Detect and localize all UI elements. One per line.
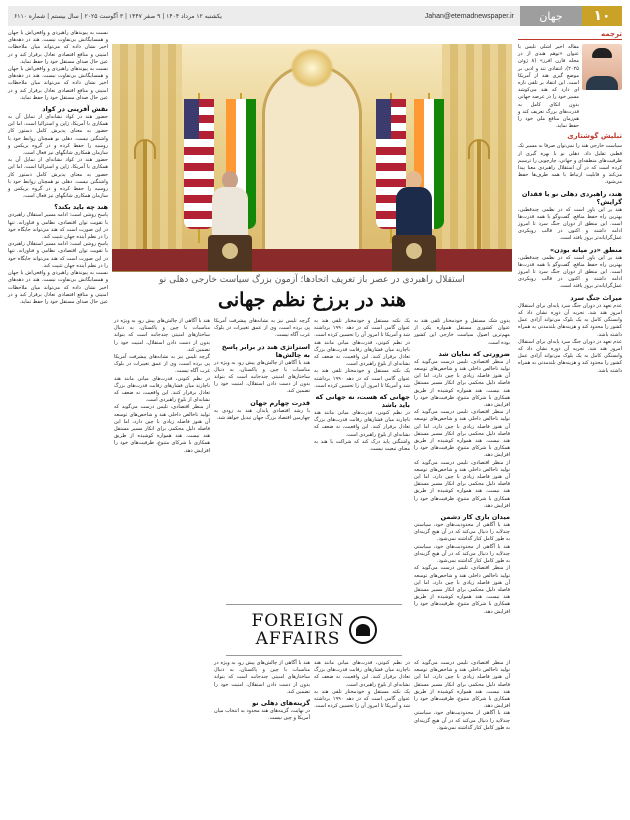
bottom-c-para: هند با آگاهی از چالش‌های پیش رو، به ویژه در مناسبات با چین و پاکستان، به دنبال ساختارهای امنیتی چندجانبه است که بتواند بدون از دست دادن استقلال، امنیت خود را تضمین کند. (214, 660, 310, 695)
c1-para-2c: از منظر اقتصادی، تلیس درست می‌گوید که تولید ناخالص داخلی هند و شاخص‌های توسعه آن هنوز فاصله زیادی با چین دارد، اما این فاصله دلیل محکمی برای انکار مسیر مستقل هند نیست. هند همواره کوشیده از طریق همکاری با شرکای متنوع، ظرفیت‌های خود را افزایش دهد. (414, 459, 510, 509)
c1-para-2: از منظر اقتصادی، تلیس درست می‌گوید که تولید ناخالص داخلی هند و شاخص‌های توسعه آن هنوز فاصله زیادی با چین دارد، اما این فاصله دلیل محکمی برای انکار مسیر مستقل هند نیست. هند همواره کوشیده از طریق همکاری با شرکای متنوع، ظرفیت‌های خود را افزایش دهد. (414, 358, 510, 409)
bottom-body (214, 660, 510, 732)
header-info (8, 6, 520, 26)
c1-para-2b: از منظر اقتصادی، تلیس درست می‌گوید که تولید ناخالص داخلی هند و شاخص‌های توسعه آن هنوز فاصله زیادی با چین دارد، اما این فاصله دلیل محکمی برای انکار مسیر مستقل هند نیست. هند همواره کوشیده از طریق همکاری با شرکای متنوع، ظرفیت‌های خود را افزایش دهد. (414, 409, 510, 459)
intro-text: مقاله اخیر اشلی تلیس با عنوان «توهم هندی از در مجله فارن افرز» (۸ ژوئن ۲۰۲۵)، انتقادی تند و ادبی بر موضع گیری هند از آمریکا است. این انتقاد بر تلقی تازه ای دارد که هند می‌کوشد مسیر خود را در عرصه جهانی بدون اتکای کامل به قدرت‌های بزرگ تعریف کند و هم‌زمان منافع ملی خود را حفظ نماید. (518, 44, 579, 130)
c4-para-3: در نظم کنونی، قدرت‌های میانی مانند هند ناچارند میان فشارهای رقابت قدرت‌های بزرگ تعادل برقرار کنند. این واقعیت، نه ضعف که نشانه‌ای از بلوغ راهبردی است. (114, 375, 210, 404)
speaker-left (210, 171, 250, 241)
left-para-3b: پاسخ روشن است: ادامه مسیر استقلال راهبردی با تقویت توان اقتصادی، نظامی و فناورانه. تنها در این صورت است که هند می‌تواند جایگاه خود را در نظم آینده جهان تثبیت کند. (8, 241, 108, 269)
c2-para-3: واشنگتن باید درک کند که شراکت با هند به معنای تبعیت نیست. (314, 438, 410, 453)
para-cold-war: عدم تعهد در دوران جنگ سرد پایه‌ای برای استقلال امروز هند شد. تجربه آن دوره نشان داد که وابستگی کامل به یک بلوک می‌تواند آزادی عمل کشور را محدود کند و هزینه‌های بلندمدتی به همراه داشته باشد. (518, 302, 622, 338)
speaker-right (394, 171, 434, 241)
author-photo (582, 44, 622, 90)
bottom-c-subhead: گزینه‌های دهلی نو (252, 699, 310, 708)
bottom-col-b (314, 660, 410, 732)
foreign-affairs-logo (226, 604, 402, 656)
para-cold-war-2: عدم تعهد در دوران جنگ سرد پایه‌ای برای استقلال امروز هند شد. تجربه آن دوره نشان داد که وابستگی کامل به یک بلوک می‌تواند آزادی عمل کشور را محدود کند و هزینه‌های بلندمدتی به همراه داشته باشد. (518, 338, 622, 374)
candelabra-right (468, 131, 490, 251)
translation-label: ترجمه (518, 30, 622, 40)
foreign-affairs-wordmark (251, 612, 344, 648)
bottom-b-para: در نظم کنونی، قدرت‌های میانی مانند هند ناچارند میان فشارهای رقابت قدرت‌های بزرگ تعادل برقرار کنند. این واقعیت، نه ضعف که نشانه‌ای از بلوغ راهبردی است. (314, 660, 410, 688)
bottom-a-para-2: هند با آگاهی از محدودیت‌های خود، سیاستی چندلایه را دنبال می‌کند که در آن هیچ گزینه‌ای به طور کامل کنار گذاشته نمی‌شود. (414, 710, 510, 731)
subhead-quad: نقش آفرینی در کواد (42, 105, 108, 114)
page-number: ۱۰ (582, 6, 622, 26)
c2-subhead-1: جهانی که هست، نه جهانی که باید باشد (315, 393, 410, 410)
left-para-3c: نسبت به پیوندهای راهبردی و واقعی‌اش با جهان و همسایگانش بی‌تفاوت نیست. هند در دهه‌های اخیر نشان داده که می‌تواند میان ملاحظات امنیتی و منافع اقتصادی تعادل برقرار کند و در عین حال صدای مستقل خود را حفظ نماید. (8, 270, 108, 305)
body-column-1 (414, 318, 510, 616)
podium-left (208, 235, 252, 271)
bottom-c-para-2: در نهایت، گزینه‌های هند محدود به انتخاب میان آمریکا و چین نیست. (214, 708, 310, 722)
author-name: تبلیش گوشتاری (567, 132, 622, 141)
c3-para-1: گرچه تلیس نیز به نشانه‌های پیشرفت آمریکا پی برده است، وی از عمق تغییرات در بلوک غرب آگاه نیست. (214, 318, 310, 339)
chandelier (290, 48, 334, 88)
page-header (8, 6, 622, 26)
subhead-middle: منطق «در میانه بودن» (549, 245, 622, 254)
section-label: جهان (520, 6, 582, 26)
main-headline: هند در برزخ نظم جهانی (218, 289, 406, 311)
podium-right (392, 235, 436, 271)
deck-headline: استقلال راهبردی در عصر باز تعریف اتحادها؛ آزمون بزرگ سیاست خارجی دهلی نو (159, 275, 465, 285)
left-para-1: نسبت به پیوندهای راهبردی و واقعی‌اش با جهان و همسایگانش بی‌تفاوت نیست. هند در دهه‌های اخیر نشان داده که می‌تواند میان ملاحظات امنیتی و منافع اقتصادی تعادل برقرار کند و در عین حال صدای مستقل خود را حفظ نماید. (8, 30, 108, 65)
c2-para-1c: یک نکته مستقل و خودمختار تلقی هند به عنوان گامی است که در دهه ۱۹۹۰ برداشته شد و آمریکا تا امروز آن را تحسین کرده است. (314, 368, 411, 389)
bottom-b-para-2: یک نکته مستقل و خودمختار تلقی هند به عنوان گامی است که در دهه ۱۹۹۰ برداشته شد و آمریکا تا امروز آن را تحسین کرده است. (314, 688, 411, 710)
bottom-col-a (414, 660, 510, 732)
c3-subhead-2: قدرت چهارم جهان (250, 398, 310, 407)
subhead-strategic: هند، راهبردی دهلی نو یا فقدان گرایش؟ (521, 189, 622, 206)
subhead-what-to-do: هند چه باید بکند؟ (54, 203, 108, 212)
lead-photo (112, 44, 512, 272)
intro-continued: سیاست خارجی هند را نمی‌توان صرفا به مسیر تک قطبی تقلیل داد. دهلی نو با بهره گیری از ظرفیت‌های منطقه‌ای و جهانی، چارچوبی را ترسیم کرده است که در آن استقلال راهبردی معنا پیدا می‌کند و قابلیت ارتباط با همه طرف‌ها حفظ می‌شود. (518, 143, 622, 186)
bottom-col-c (214, 660, 310, 732)
para-strategic: هند بر این باور است که در نظمی چندقطبی، بهترین راه حفظ منافع، گفت‌وگو با همه قدرت‌ها است. این منطق از دوران جنگ سرد تا امروز ادامه داشته و اکنون در قالب رویکردی عمل‌گرایانه‌تر بروز یافته است. (518, 206, 622, 242)
c1-para-3: هند با آگاهی از محدودیت‌های خود، سیاستی چندلایه را دنبال می‌کند که در آن هیچ گزینه‌ای به طور کامل کنار گذاشته نمی‌شود. (414, 522, 510, 543)
c1-subhead-2: میدان بازی کار دشمن (440, 513, 510, 522)
section-email[interactable]: Jahan@etemadnewspaper.ir (424, 12, 514, 20)
author-box (518, 44, 622, 130)
candelabra-left (134, 131, 156, 251)
c4-para-4: از منظر اقتصادی، تلیس درست می‌گوید که تولید ناخالص داخلی هند و شاخص‌های توسعه آن هنوز فاصله زیادی با چین دارد، اما این فاصله دلیل محکمی برای انکار مسیر مستقل هند نیست. هند همواره کوشیده از طریق همکاری با شرکای متنوع، ظرفیت‌های خود را افزایش دهد. (114, 404, 210, 454)
foreign-affairs-seal-icon (349, 616, 377, 644)
body-column-2 (314, 318, 410, 453)
left-column (8, 30, 108, 306)
body-column-4 (114, 318, 210, 455)
c4-para-2: گرچه تلیس نیز به نشانه‌های پیشرفت آمریکا پی برده است، وی از عمق تغییرات در بلوک غرب آگاه نیست. (114, 354, 210, 375)
c2-para-2: در نظم کنونی، قدرت‌های میانی مانند هند ناچارند میان فشارهای رقابت قدرت‌های بزرگ تعادل برقرار کنند. این واقعیت، نه ضعف که نشانه‌ای از بلوغ راهبردی است. (314, 410, 410, 438)
c1-subhead-1: ضرورتی که نمایان شد (438, 349, 510, 358)
logo-line-1: FOREIGN (251, 611, 345, 631)
left-para-2: حضور هند در کواد نشانه‌ای از تمایل آن به همکاری با آمریکا، ژاپن و استرالیا است، اما این حضور به معنای پذیرش کامل دستور کار واشنگتن نیست. دهلی نو همچنان روابط خود با روسیه را حفظ کرده و در گروه بریکس و سازمان همکاری شانگهای نیز فعال است. (8, 114, 108, 157)
c1-para-3c: از منظر اقتصادی، تلیس درست می‌گوید که تولید ناخالص داخلی هند و شاخص‌های توسعه آن هنوز فاصله زیادی با چین دارد، اما این فاصله دلیل محکمی برای انکار مسیر مستقل هند نیست. هند همواره کوشیده از طریق همکاری با شرکای متنوع، ظرفیت‌های خود را افزایش دهد. (414, 565, 510, 615)
c1-para-1: بدون شک مستقل و خودمختار تلقی هند به عنوان کشوری مستقل همواره یکی از مهم‌ترین اصول سیاست خارجی این کشور بوده است. (414, 318, 510, 346)
c1-para-3b: هند با آگاهی از محدودیت‌های خود، سیاستی چندلایه را دنبال می‌کند که در آن هیچ گزینه‌ای به طور کامل کنار گذاشته نمی‌شود. (414, 543, 510, 565)
c3-para-3: با رشد اقتصادی پایدار، هند به زودی به چهارمین اقتصاد بزرگ جهان تبدیل خواهد شد. (214, 407, 310, 421)
logo-line-2: AFFAIRS (255, 629, 341, 649)
c2-para-1b: در نظم کنونی، قدرت‌های میانی مانند هند ناچارند میان فشارهای رقابت قدرت‌های بزرگ تعادل برقرار کنند. این واقعیت، نه ضعف که نشانه‌ای از بلوغ راهبردی است. (314, 339, 410, 368)
left-para-3: پاسخ روشن است: ادامه مسیر استقلال راهبردی با تقویت توان اقتصادی، نظامی و فناورانه. تنها در این صورت است که هند می‌تواند جایگاه خود را در نظم آینده جهان تثبیت کند. (8, 212, 108, 241)
bottom-a-para: از منظر اقتصادی، تلیس درست می‌گوید که تولید ناخالص داخلی هند و شاخص‌های توسعه آن هنوز فاصله زیادی با چین دارد، اما این فاصله دلیل محکمی برای انکار مسیر مستقل هند نیست. هند همواره کوشیده از طریق همکاری با شرکای متنوع، ظرفیت‌های خود را افزایش دهد. (414, 660, 510, 710)
right-column (518, 30, 622, 375)
body-column-3 (214, 318, 310, 422)
c3-para-2: هند با آگاهی از چالش‌های پیش رو، به ویژه در مناسبات با چین و پاکستان، به دنبال ساختارهای امنیتی چندجانبه است که بتواند بدون از دست دادن استقلال، امنیت خود را تضمین کند. (214, 359, 310, 395)
floor (112, 249, 512, 271)
para-middle: هند بر این باور است که در نظمی چندقطبی، بهترین راه حفظ منافع، گفت‌وگو با همه قدرت‌ها است. این منطق از دوران جنگ سرد تا امروز ادامه داشته و اکنون در قالب رویکردی عمل‌گرایانه‌تر بروز یافته است. (518, 254, 622, 290)
c3-subhead-1: استراتژی هند در برابر پاسخ به چالش‌ها (221, 342, 310, 359)
doorway (262, 64, 362, 272)
left-para-2b: حضور هند در کواد نشانه‌ای از تمایل آن به همکاری با آمریکا، ژاپن و استرالیا است، اما این حضور به معنای پذیرش کامل دستور کار واشنگتن نیست. دهلی نو همچنان روابط خود با روسیه را حفظ کرده و در گروه بریکس و سازمان همکاری شانگهای نیز فعال است. (8, 157, 108, 200)
dateline: یکشنبه ۱۲ مرداد ۱۴۰۴ | ۹ صفر ۱۴۴۷ | ۳ آگوست ۲۰۲۵ | سال بیستم | شماره ۶۱۱۰ (14, 12, 222, 20)
left-para-1b: نسبت به پیوندهای راهبردی و واقعی‌اش با جهان و همسایگانش بی‌تفاوت نیست. هند در دهه‌های اخیر نشان داده که می‌تواند میان ملاحظات امنیتی و منافع اقتصادی تعادل برقرار کند و در عین حال صدای مستقل خود را حفظ نماید. (8, 66, 108, 101)
c4-para-1: هند با آگاهی از چالش‌های پیش رو، به ویژه در مناسبات با چین و پاکستان، به دنبال ساختارهای امنیتی چندجانبه است که بتواند بدون از دست دادن استقلال، امنیت خود را تضمین کند. (114, 318, 210, 353)
c2-para-1: یک نکته مستقل و خودمختار تلقی هند به عنوان گامی است که در دهه ۱۹۹۰ برداشته شد و آمریکا تا امروز آن را تحسین کرده است. (314, 318, 411, 339)
subhead-cold-war: میراث جنگ سرد (570, 293, 622, 302)
